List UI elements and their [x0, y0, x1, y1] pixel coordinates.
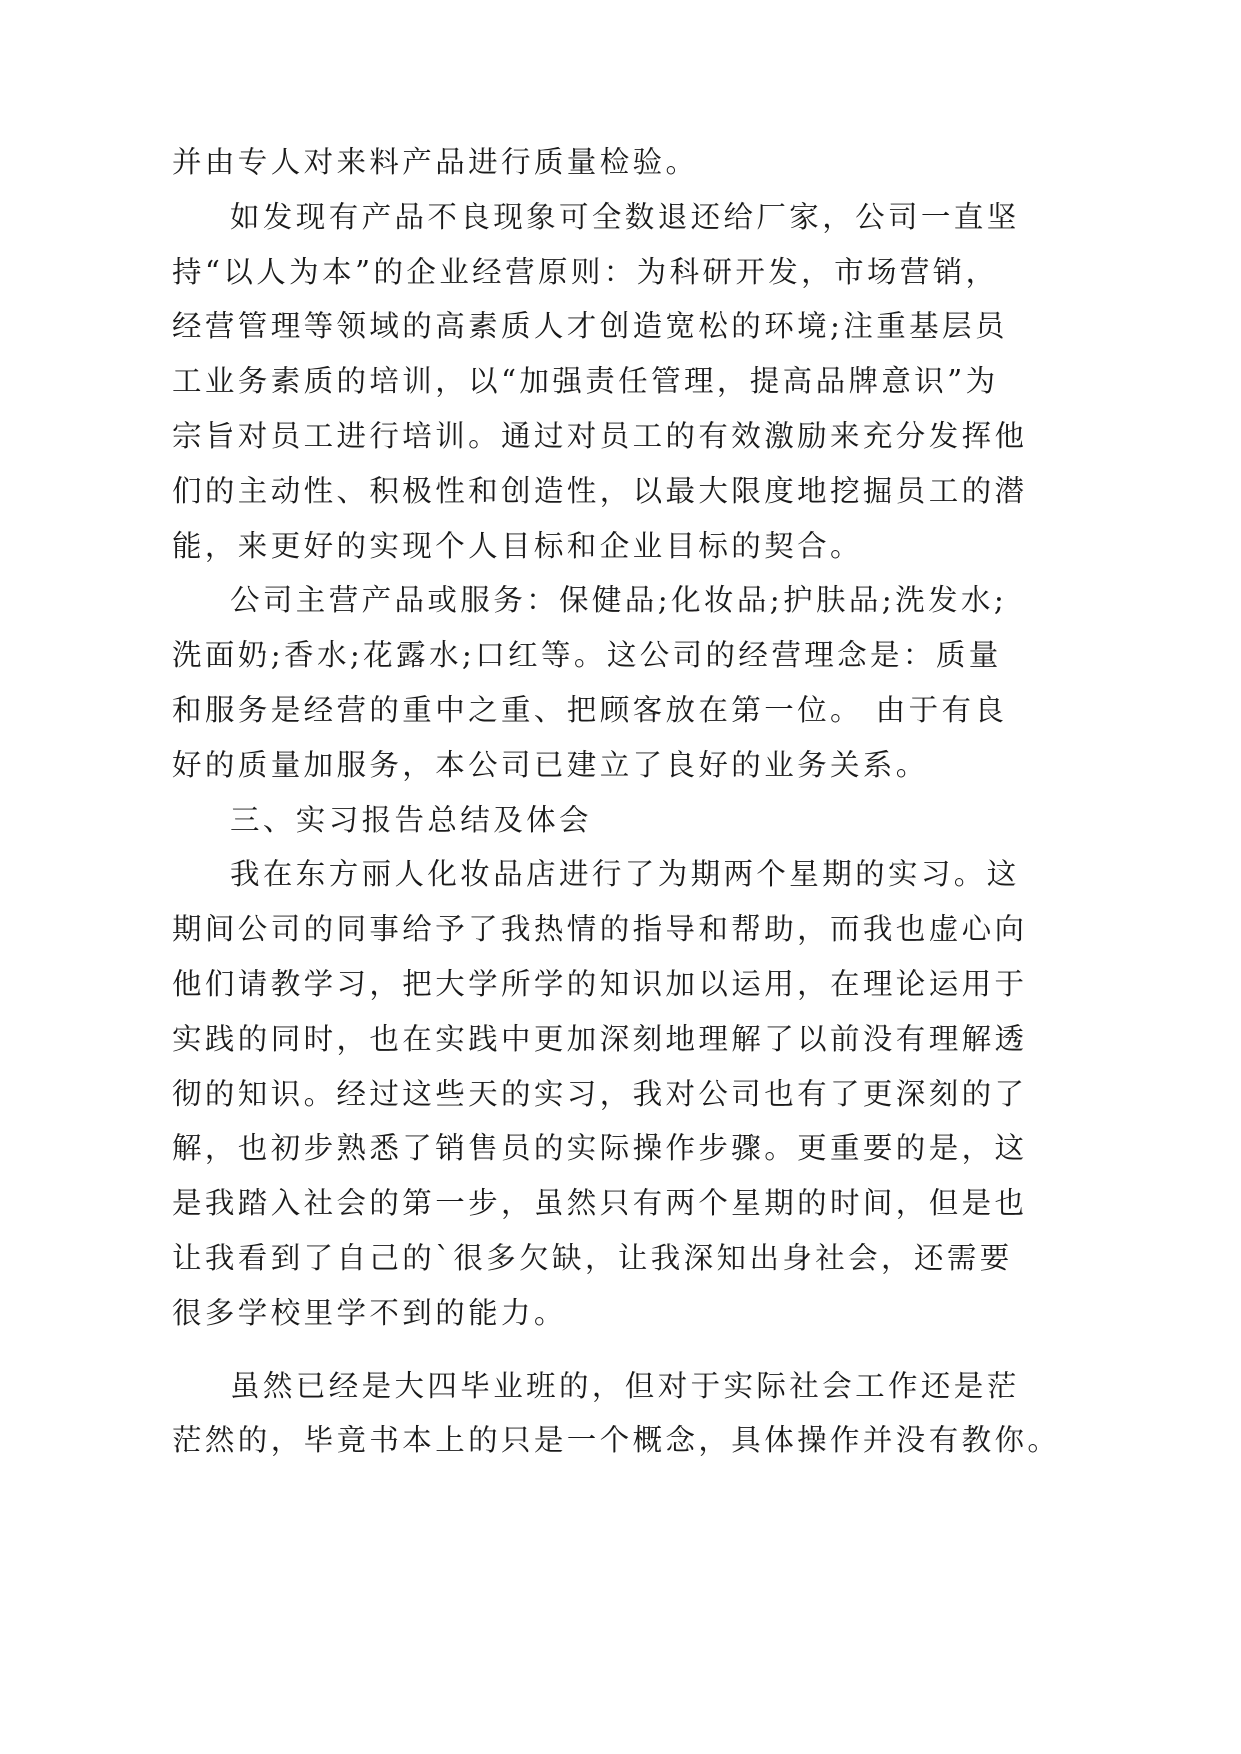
- text-line: 是我踏入社会的第一步，虽然只有两个星期的时间，但是也: [172, 1186, 1028, 1221]
- text-line: 期间公司的同事给予了我热情的指导和帮助，而我也虚心向: [172, 912, 1028, 947]
- text-line: 实践的同时，也在实践中更加深刻地理解了以前没有理解透: [172, 1021, 1028, 1056]
- text-line: 他们请教学习，把大学所学的知识加以运用，在理论运用于: [172, 966, 1028, 1001]
- text-line: 茫然的，毕竟书本上的只是一个概念，具体操作并没有教你。: [172, 1423, 1061, 1458]
- text-line: 洗面奶;香水;花露水;口红等。这公司的经营理念是：质量: [172, 638, 1002, 673]
- text-line: 工业务素质的培训，以“加强责任管理，提高品牌意识”为: [172, 364, 999, 399]
- text-line: 持“以人为本”的企业经营原则：为科研开发，市场营销，: [172, 254, 999, 289]
- text-line: 公司主营产品或服务：保健品;化妆品;护肤品;洗发水;: [230, 583, 1008, 618]
- text-line: 解，也初步熟悉了销售员的实际操作步骤。更重要的是，这: [172, 1131, 1028, 1166]
- text-line: 能，来更好的实现个人目标和企业目标的契合。: [172, 528, 863, 563]
- paragraph-gap: [172, 1341, 947, 1359]
- text-line: 和服务是经营的重中之重、把顾客放在第一位。 由于有良: [172, 692, 1008, 727]
- text-line: 我在东方丽人化妆品店进行了为期两个星期的实习。这: [230, 857, 1020, 892]
- text-line: 并由专人对来料产品进行质量检验。: [172, 145, 699, 179]
- text-line: 们的主动性、积极性和创造性，以最大限度地挖掘员工的潜: [172, 473, 1028, 508]
- section-heading: 三、实习报告总结及体会: [230, 802, 592, 837]
- text-line: 经营管理等领域的高素质人才创造宽松的环境;注重基层员: [172, 309, 1008, 344]
- text-line: 好的质量加服务，本公司已建立了良好的业务关系。: [172, 747, 929, 782]
- text-line: 宗旨对员工进行培训。通过对员工的有效激励来充分发挥他: [172, 418, 1028, 453]
- text-line: 让我看到了自己的`很多欠缺，让我深知出身社会，还需要: [172, 1240, 1013, 1275]
- text-line: 很多学校里学不到的能力。: [172, 1295, 567, 1330]
- text-line: 彻的知识。经过这些天的实习，我对公司也有了更深刻的了: [172, 1076, 1028, 1111]
- text-line: 虽然已经是大四毕业班的，但对于实际社会工作还是茫: [230, 1368, 1020, 1403]
- text-line: 如发现有产品不良现象可全数退还给厂家，公司一直坚: [230, 199, 1020, 234]
- document-body: [172, 135, 1061, 1468]
